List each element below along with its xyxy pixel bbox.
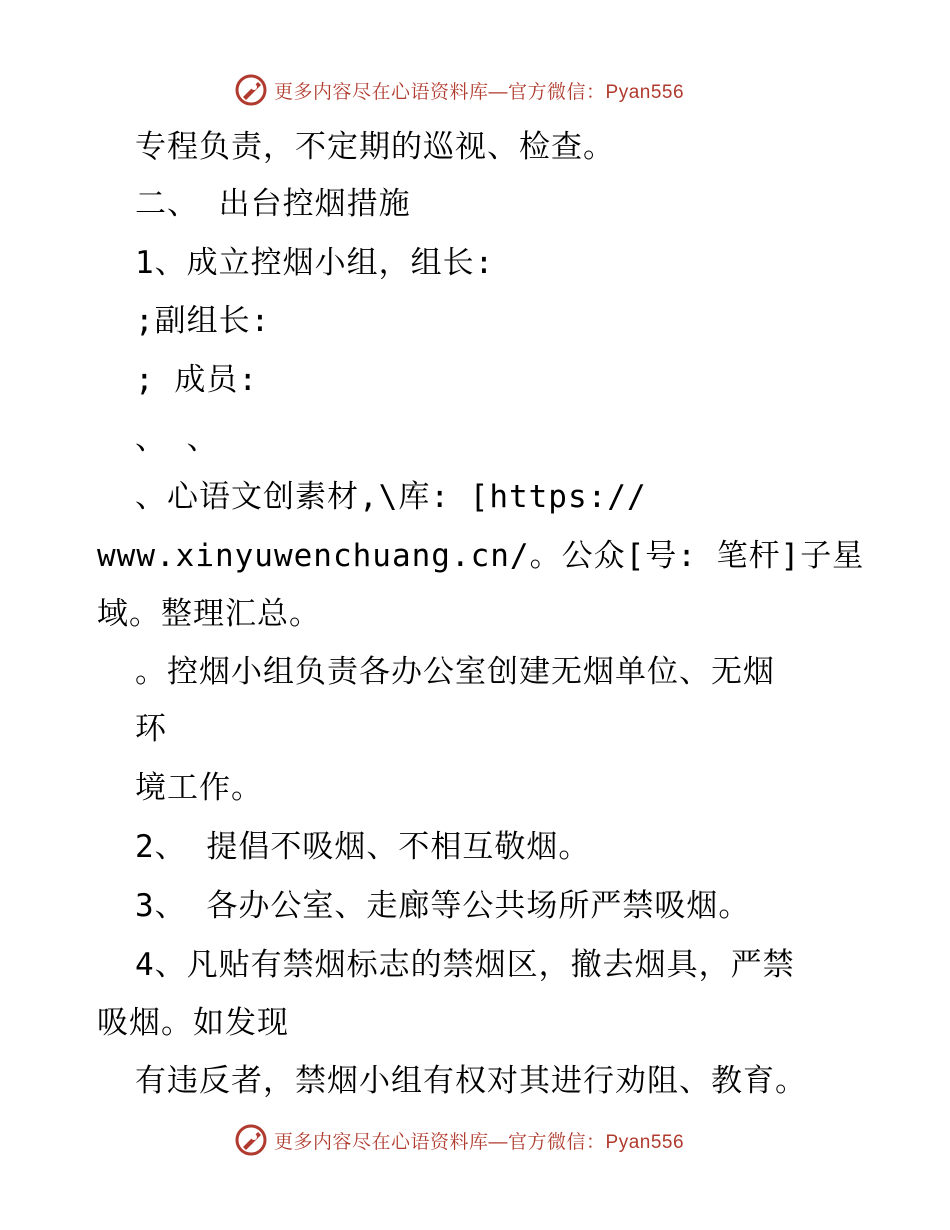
text-line: ; 成员: <box>135 362 258 398</box>
watermark-wechat-text: —官方微信：Pyan556 <box>488 81 685 103</box>
footer-watermark-banner <box>234 1120 684 1160</box>
text-line: 有违反者，禁烟小组有权对其进行劝阻、教育。 <box>135 1063 807 1099</box>
watermark-text <box>274 77 684 104</box>
brand-logo-icon <box>234 73 268 107</box>
header-watermark-banner <box>234 70 684 110</box>
section-heading: 二、 出台控烟措施 <box>135 186 411 222</box>
text-line: 1、成立控烟小组，组长: <box>135 245 495 281</box>
watermark-library-text: 更多内容尽在心语资料库 <box>274 80 489 103</box>
text-line: www.xinyuwenchuang.cn/。公众[号: 笔杆]子星 <box>97 538 865 574</box>
watermark-library-text: 更多内容尽在心语资料库 <box>274 1130 489 1153</box>
brand-logo-icon <box>234 1123 268 1157</box>
text-line: 3、 各办公室、走廊等公共场所严禁吸烟。 <box>135 888 751 924</box>
text-line: 、心语文创素材,\库: [https:// <box>135 479 647 515</box>
text-line: 吸烟。如发现 <box>97 1005 289 1041</box>
text-line: 。控烟小组负责各办公室创建无烟单位、无烟 <box>135 654 775 690</box>
text-line: 、 、 <box>135 421 219 457</box>
text-line: 域。整理汇总。 <box>97 596 321 632</box>
watermark-wechat-text: —官方微信：Pyan556 <box>488 1131 685 1153</box>
text-line: 2、 提倡不吸烟、不相互敬烟。 <box>135 829 591 865</box>
text-line: ;副组长: <box>135 303 271 339</box>
text-line: 境工作。 <box>135 770 263 806</box>
text-line: 专程负责，不定期的巡视、检查。 <box>135 129 615 165</box>
text-line: 环 <box>135 711 167 747</box>
watermark-text <box>274 1127 684 1154</box>
text-line: 4、凡贴有禁烟标志的禁烟区，撤去烟具，严禁 <box>135 947 795 983</box>
